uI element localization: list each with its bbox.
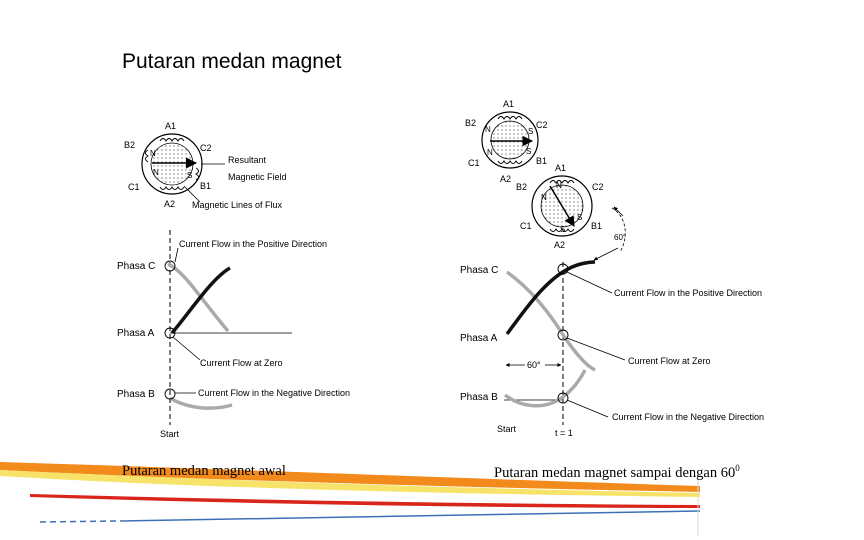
right-phase-c-curve	[507, 272, 595, 370]
left-pole-b2: B2	[124, 140, 136, 150]
right-top-rotor-s1: S	[528, 127, 534, 136]
caption-right	[494, 463, 740, 482]
left-label-start: Start	[160, 429, 180, 439]
right-top-rotor-s2: S	[526, 147, 532, 156]
slide-title: Putaran medan magnet	[122, 50, 342, 73]
left-callout-negative: Current Flow in the Negative Direction	[198, 388, 351, 398]
caption-right-degree: 0	[735, 463, 740, 473]
right-bottom-pole-b2: B2	[516, 182, 528, 192]
left-callout-resultant-2: Magnetic Field	[228, 172, 287, 182]
left-label-phasa-a: Phasa A	[117, 328, 155, 339]
right-callout-zero: Current Flow at Zero	[628, 356, 711, 366]
right-bottom-rotor-s1: S	[577, 213, 583, 222]
right-label-phasa-a: Phasa A	[460, 333, 498, 344]
right-bottom-pole-c1: C1	[520, 221, 532, 231]
right-interval-label: 60°	[527, 360, 541, 370]
right-bottom-pole-a2: A2	[554, 240, 566, 250]
right-stator-diagram-rotated	[516, 163, 626, 260]
right-top-pole-a1: A1	[503, 99, 515, 109]
left-callout-zero: Current Flow at Zero	[200, 358, 283, 368]
left-waveform	[117, 230, 350, 439]
caption-right-text: Putaran medan magnet sampai dengan 60	[494, 464, 736, 481]
left-pole-a1: A1	[165, 121, 177, 131]
left-callout-flux: Magnetic Lines of Flux	[192, 200, 283, 210]
left-stator-diagram	[124, 121, 287, 210]
right-top-pole-b1: B1	[536, 156, 548, 166]
right-top-rotor-n1: N	[485, 125, 491, 134]
left-label-phasa-c: Phasa C	[117, 261, 156, 272]
right-bottom-rotor-n1: N	[556, 181, 562, 190]
right-bottom-pole-b1: B1	[591, 221, 603, 231]
right-angle-label: 60°	[614, 233, 627, 242]
right-callout-positive: Current Flow in the Positive Direction	[614, 288, 763, 298]
left-callout-resultant-1: Resultant	[228, 155, 267, 165]
left-rotor-n2: N	[153, 168, 159, 177]
right-top-rotor-n2: N	[487, 148, 493, 157]
right-callout-negative: Current Flow in the Negative Direction	[612, 412, 765, 422]
right-stator-diagram-start	[465, 99, 548, 184]
right-bottom-pole-c2: C2	[592, 182, 604, 192]
right-label-phasa-c: Phasa C	[460, 265, 499, 276]
right-top-pole-c2: C2	[536, 120, 548, 130]
right-label-phasa-b: Phasa B	[460, 392, 498, 403]
right-top-pole-b2: B2	[465, 118, 477, 128]
left-callout-positive: Current Flow in the Positive Direction	[179, 239, 328, 249]
left-pole-c2: C2	[200, 143, 212, 153]
right-bottom-pole-a1: A1	[555, 163, 567, 173]
right-label-start: Start	[497, 424, 517, 434]
left-rotor-n1: N	[150, 149, 156, 158]
left-pole-a2: A2	[164, 199, 176, 209]
caption-left: Putaran medan magnet awal	[122, 463, 286, 479]
left-pole-c1: C1	[128, 182, 140, 192]
left-pole-b1: B1	[200, 181, 212, 191]
right-phase-a-curve	[507, 262, 595, 334]
right-bottom-rotor-s2: S	[560, 225, 566, 234]
right-waveform	[460, 262, 764, 438]
right-label-t1: t = 1	[555, 428, 573, 438]
left-rotor-s: S	[187, 171, 193, 180]
right-phase-b-curve	[505, 370, 585, 406]
right-bottom-rotor-n2: N	[541, 193, 547, 202]
left-phase-b-curve	[170, 398, 232, 408]
right-top-pole-a2: A2	[500, 174, 512, 184]
right-top-pole-c1: C1	[468, 158, 480, 168]
left-label-phasa-b: Phasa B	[117, 389, 155, 400]
